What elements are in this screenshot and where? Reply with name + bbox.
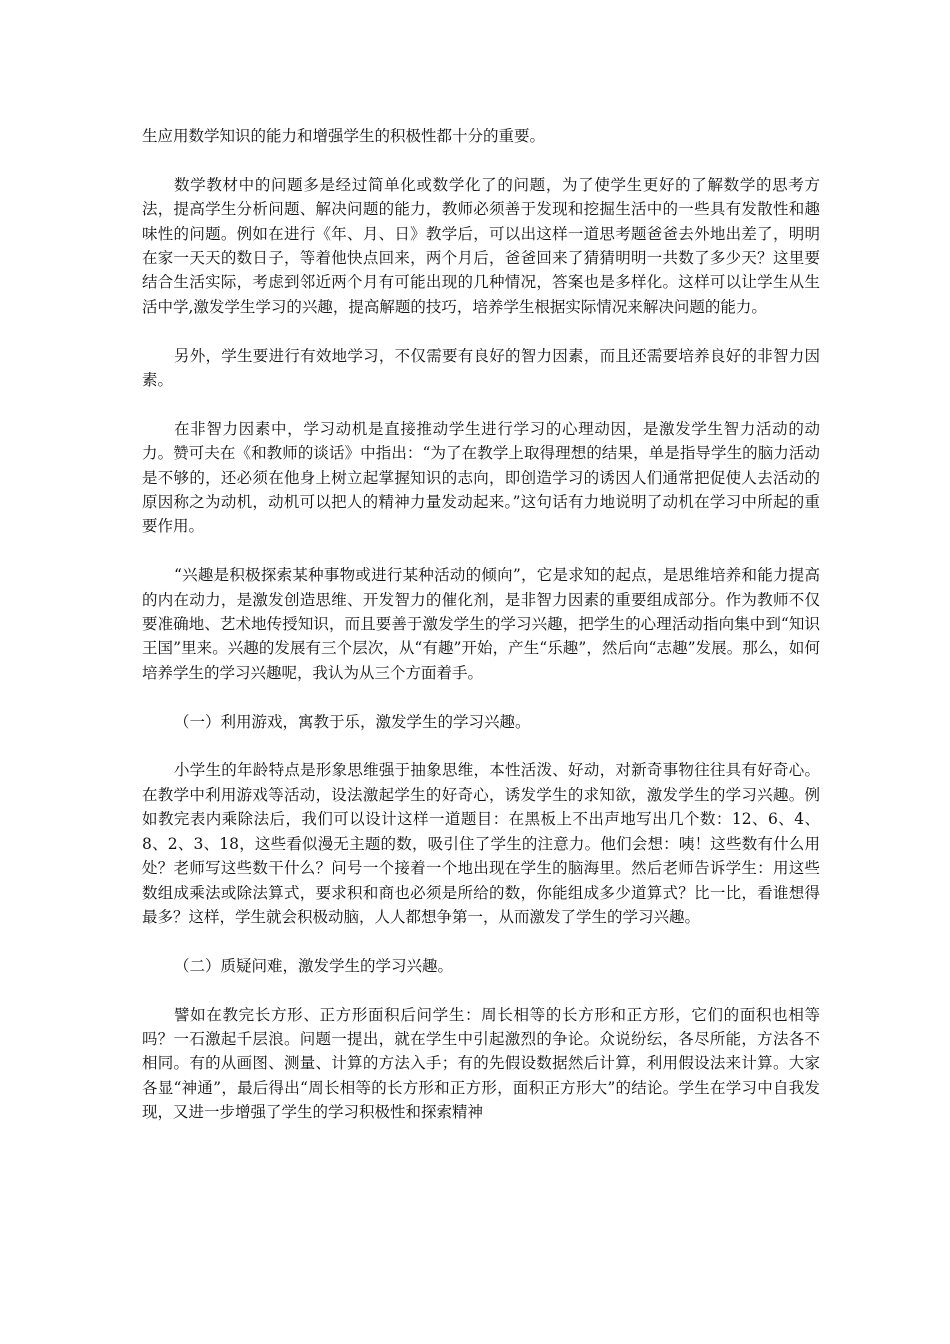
paragraph-non-intellectual: 另外，学生要进行有效地学习，不仅需要有良好的智力因素，而且还需要培养良好的非智力因素。 [142,346,820,390]
paragraph-learning-motivation: 在非智力因素中，学习动机是直接推动学生进行学习的心理动因，是激发学生智力活动的动力。赞可夫在《和教师的谈话》中指出：“为了在教学上取得理想的结果，单是指导学生的脑力活动是不够的，还必须在他身上树立起掌握知识的志向，即创造学习的诱因人们通常把促使人去活动的原因称之为动机，动机可以把人的精神力量发动起来。”这句话有力地说明了动机在学习中所起的重要作用。 [142,419,820,536]
paragraph-continued: 生应用数学知识的能力和增强学生的积极性都十分的重要。 [142,127,546,145]
paragraph-questioning: 譬如在教完长方形、正方形面积后问学生：周长相等的长方形和正方形，它们的面积也相等吗？一石激起千层浪。问题一提出，就在学生中引起激烈的争论。众说纷纭，各尽所能，方法各不相同。有的从画图、测量、计算的方法入手；有的先假设数据然后计算，利用假设法来计算。大家各显“神通”，最后得出“周长相等的长方形和正方形，面积正方形大”的结论。学生在学习中自我发现，又进一步增强了学生的学习积极性和探索精神 [142,1005,820,1122]
paragraph-games: 小学生的年龄特点是形象思维强于抽象思维，本性活泼、好动，对新奇事物往往具有好奇心。在教学中利用游戏等活动，设法激起学生的好奇心，诱发学生的求知欲，激发学生的学习兴趣。例如教完表内乘除法后，我们可以设计这样一道题目：在黑板上不出声地写出几个数：12、6、4、8、2、3、18，这些看似漫无主题的数，吸引住了学生的注意力。他们会想：咦！这些数有什么用处？老师写这些数干什么？问号一个接着一个地出现在学生的脑海里。然后老师告诉学生：用这些数组成乘法或除法算式，要求积和商也必须是所给的数，你能组成多少道算式？比一比，看谁想得最多？这样，学生就会积极动脑，人人都想争第一，从而激发了学生的学习兴趣。 [142,761,820,926]
document-page [142,124,820,1149]
section-heading-games: （一）利用游戏，寓教于乐，激发学生的学习兴趣。 [174,712,531,731]
paragraph-interest: “兴趣是积极探索某种事物或进行某种活动的倾向”，它是求知的起点，是思维培养和能力提高的内在动力，是激发创造思维、开发智力的催化剂，是非智力因素的重要组成部分。作为教师不仅要准确地、艺术地传授知识，而且要善于激发学生的学习兴趣，把学生的心理活动指向集中到“知识王国”里来。兴趣的发展有三个层次，从“有趣”开始，产生“乐趣”，然后向“志趣”发展。那么，如何培养学生的学习兴趣呢，我认为从三个方面着手。 [142,566,820,682]
section-heading-questioning: （二）质疑问难，激发学生的学习兴趣。 [174,956,454,975]
paragraph-math-problems: 数学教材中的问题多是经过简单化或数学化了的问题，为了使学生更好的了解数学的思考方法，提高学生分析问题、解决问题的能力，教师必须善于发现和挖掘生活中的一些具有发散性和趣味性的问题。例如在进行《年、月、日》教学后，可以出这样一道思考题爸爸去外地出差了，明明在家一天天的数日子，等着他快点回来，两个月后，爸爸回来了猜猜明明一共数了多少天？这里要结合生活实际，考虑到邻近两个月有可能出现的几种情况，答案也是多样化。这样可以让学生从生活中学,激发学生学习的兴趣，提高解题的技巧，培养学生根据实际情况来解决问题的能力。 [142,175,820,316]
